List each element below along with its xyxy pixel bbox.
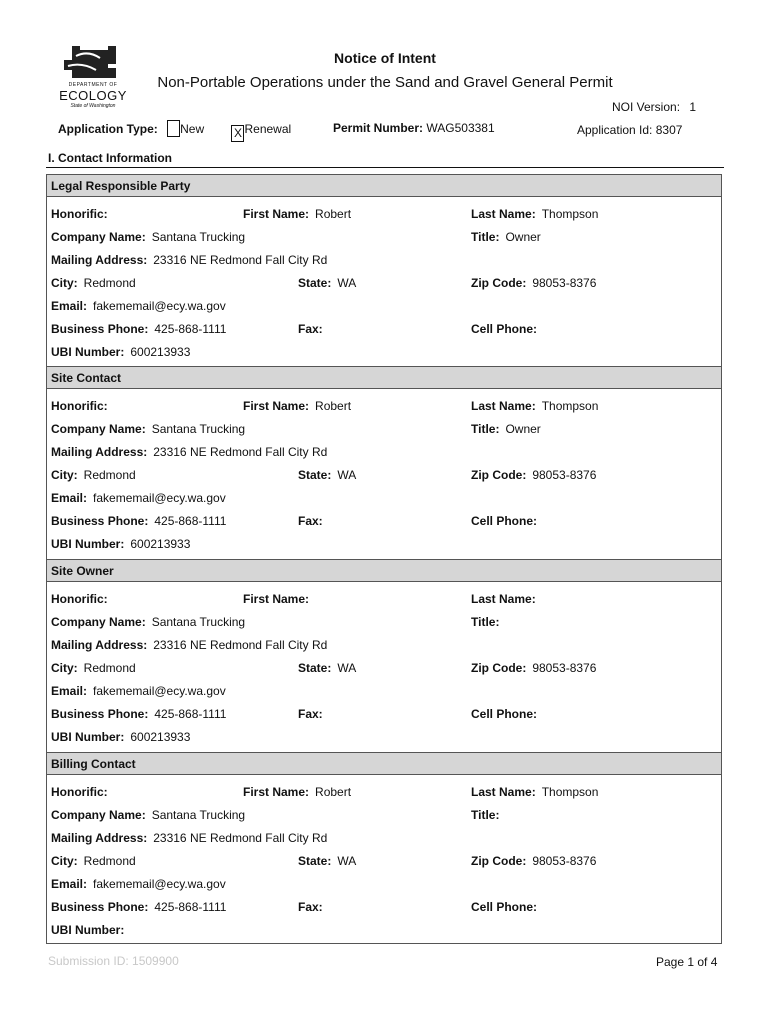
field-label: Mailing Address: [51, 831, 148, 845]
field-first-name [243, 207, 351, 221]
field-city [51, 661, 136, 675]
field-row [47, 592, 721, 615]
field-city [51, 854, 136, 868]
field-value: Redmond [83, 276, 136, 290]
field-label: Fax: [298, 707, 323, 721]
field-last-name [471, 785, 598, 799]
field-value: fakememail@ecy.wa.gov [93, 299, 226, 313]
field-value: 600213933 [130, 537, 191, 551]
field-row [47, 491, 721, 514]
field-row [47, 537, 721, 560]
field-label: Fax: [298, 322, 323, 336]
field-company [51, 615, 245, 629]
field-label: Mailing Address: [51, 445, 148, 459]
field-label: Zip Code: [471, 854, 527, 868]
field-first-name [243, 592, 315, 606]
field-row [47, 253, 721, 276]
field-value: 425-868-1111 [154, 707, 227, 721]
field-value: fakememail@ecy.wa.gov [93, 877, 226, 891]
field-cell [471, 707, 543, 721]
field-label: Cell Phone: [471, 514, 538, 528]
field-zip [471, 854, 596, 868]
field-honorific [51, 207, 114, 221]
field-title [471, 230, 541, 244]
field-email [51, 877, 226, 891]
field-label: State: [298, 468, 332, 482]
field-row [47, 900, 721, 923]
block-title: Site Owner [51, 564, 114, 578]
field-label: Business Phone: [51, 900, 149, 914]
noi-version [612, 100, 696, 114]
field-value: Owner [505, 230, 541, 244]
field-label: Title: [471, 615, 500, 629]
field-fax [298, 900, 329, 914]
field-value: WA [337, 276, 357, 290]
field-value: 425-868-1111 [154, 514, 227, 528]
field-value: Thompson [541, 399, 599, 413]
field-row [47, 661, 721, 684]
application-id [577, 123, 682, 137]
field-row [47, 707, 721, 730]
field-label: UBI Number: [51, 345, 125, 359]
agency-name: ECOLOGY [59, 88, 127, 103]
field-label: Cell Phone: [471, 900, 538, 914]
field-label: Cell Phone: [471, 707, 538, 721]
field-cell [471, 900, 543, 914]
field-label: Last Name: [471, 399, 536, 413]
field-label: Business Phone: [51, 707, 149, 721]
field-honorific [51, 785, 114, 799]
new-option-label: New [180, 122, 205, 136]
contact-block [46, 174, 722, 367]
field-row [47, 785, 721, 808]
field-title [471, 808, 505, 822]
field-value: 98053-8376 [532, 854, 597, 868]
field-label: Company Name: [51, 230, 146, 244]
permit-number-value: WAG503381 [426, 121, 495, 135]
field-last-name [471, 399, 598, 413]
noi-version-label: NOI Version: [612, 100, 681, 114]
field-value: Owner [505, 422, 541, 436]
field-business-phone [51, 322, 226, 336]
field-label: Last Name: [471, 207, 536, 221]
field-row [47, 276, 721, 299]
field-label: UBI Number: [51, 923, 125, 937]
field-row [47, 831, 721, 854]
application-id-value: 8307 [655, 123, 683, 137]
field-label: Cell Phone: [471, 322, 538, 336]
field-value: 98053-8376 [532, 468, 597, 482]
field-value: Thompson [541, 207, 599, 221]
field-value: Robert [315, 785, 352, 799]
field-email [51, 491, 226, 505]
field-zip [471, 276, 596, 290]
field-label: Company Name: [51, 808, 146, 822]
application-id-label: Application Id: [577, 123, 653, 137]
field-business-phone [51, 514, 226, 528]
field-fax [298, 707, 329, 721]
field-ubi [51, 345, 190, 359]
field-value: 600213933 [130, 345, 191, 359]
field-value: Redmond [83, 468, 136, 482]
field-state [298, 468, 356, 482]
field-title [471, 422, 541, 436]
field-label: Honorific: [51, 399, 108, 413]
field-value: 23316 NE Redmond Fall City Rd [153, 638, 328, 652]
page-subtitle: Non-Portable Operations under the Sand and Gravel General Permit [157, 74, 613, 91]
field-label: Company Name: [51, 615, 146, 629]
field-first-name [243, 399, 351, 413]
block-header [47, 174, 721, 197]
field-label: Business Phone: [51, 322, 149, 336]
field-label: First Name: [243, 207, 310, 221]
field-label: Zip Code: [471, 468, 527, 482]
block-title: Site Contact [51, 371, 122, 385]
field-label: State: [298, 661, 332, 675]
field-row [47, 207, 721, 230]
field-value: Santana Trucking [151, 230, 246, 244]
field-business-phone [51, 900, 226, 914]
field-ubi [51, 537, 190, 551]
field-value: fakememail@ecy.wa.gov [93, 684, 226, 698]
field-label: Email: [51, 299, 88, 313]
submission-id: Submission ID: 1509900 [48, 954, 179, 968]
contact-block [46, 559, 722, 752]
field-label: Honorific: [51, 207, 108, 221]
field-value: 23316 NE Redmond Fall City Rd [153, 445, 328, 459]
block-header [47, 366, 721, 389]
field-row [47, 638, 721, 661]
field-business-phone [51, 707, 226, 721]
field-label: Title: [471, 230, 500, 244]
field-city [51, 468, 136, 482]
field-title [471, 615, 505, 629]
field-label: First Name: [243, 399, 310, 413]
field-label: Last Name: [471, 592, 536, 606]
permit-number [333, 121, 495, 135]
field-last-name [471, 592, 542, 606]
field-mailing [51, 445, 327, 459]
field-value: Redmond [83, 854, 136, 868]
field-row [47, 684, 721, 707]
field-value: 98053-8376 [532, 661, 597, 675]
field-label: Title: [471, 422, 500, 436]
field-label: Honorific: [51, 592, 108, 606]
field-row [47, 345, 721, 368]
agency-line: DEPARTMENT OF [68, 82, 118, 88]
field-value: 98053-8376 [532, 276, 597, 290]
field-row [47, 468, 721, 491]
contact-block [46, 366, 722, 559]
field-mailing [51, 253, 327, 267]
field-row [47, 322, 721, 345]
field-value: Santana Trucking [151, 615, 246, 629]
field-label: Zip Code: [471, 661, 527, 675]
application-type [58, 120, 291, 142]
field-label: Mailing Address: [51, 253, 148, 267]
field-label: Fax: [298, 900, 323, 914]
permit-number-label: Permit Number: [333, 121, 424, 135]
page-number: Page 1 of 4 [656, 955, 718, 969]
field-label: Business Phone: [51, 514, 149, 528]
field-label: UBI Number: [51, 537, 125, 551]
field-value: 425-868-1111 [154, 322, 227, 336]
field-label: City: [51, 661, 78, 675]
contact-block [46, 752, 722, 944]
field-label: Fax: [298, 514, 323, 528]
field-mailing [51, 638, 327, 652]
field-value: fakememail@ecy.wa.gov [93, 491, 226, 505]
field-mailing [51, 831, 327, 845]
field-value: 600213933 [130, 730, 191, 744]
field-state [298, 661, 356, 675]
field-honorific [51, 592, 114, 606]
renewal-option-label: Renewal [244, 122, 292, 136]
field-label: Company Name: [51, 422, 146, 436]
field-value: 23316 NE Redmond Fall City Rd [153, 831, 328, 845]
block-title: Billing Contact [51, 757, 136, 771]
field-value: WA [337, 854, 357, 868]
field-zip [471, 661, 596, 675]
field-value: Thompson [541, 785, 599, 799]
field-label: Honorific: [51, 785, 108, 799]
field-label: Email: [51, 491, 88, 505]
field-fax [298, 322, 329, 336]
field-label: First Name: [243, 785, 310, 799]
field-value: Santana Trucking [151, 422, 246, 436]
field-cell [471, 514, 543, 528]
page-title: Notice of Intent [334, 50, 436, 66]
application-type-label: Application Type: [58, 122, 158, 136]
field-label: City: [51, 854, 78, 868]
field-label: Mailing Address: [51, 638, 148, 652]
field-zip [471, 468, 596, 482]
renewal-checkbox[interactable]: X [231, 125, 244, 142]
field-value: Robert [315, 207, 352, 221]
field-label: Email: [51, 877, 88, 891]
field-label: Last Name: [471, 785, 536, 799]
field-honorific [51, 399, 114, 413]
field-row [47, 923, 721, 946]
noi-version-value: 1 [689, 100, 697, 114]
field-first-name [243, 785, 351, 799]
field-company [51, 808, 245, 822]
field-row [47, 422, 721, 445]
field-email [51, 684, 226, 698]
field-value: Redmond [83, 661, 136, 675]
block-title: Legal Responsible Party [51, 179, 191, 193]
field-email [51, 299, 226, 313]
field-state [298, 276, 356, 290]
field-row [47, 230, 721, 253]
field-row [47, 445, 721, 468]
field-label: Title: [471, 808, 500, 822]
field-value: 23316 NE Redmond Fall City Rd [153, 253, 328, 267]
field-value: 425-868-1111 [154, 900, 227, 914]
block-header [47, 559, 721, 582]
field-city [51, 276, 136, 290]
field-row [47, 514, 721, 537]
agency-state: State of Washington [70, 103, 116, 109]
field-label: State: [298, 276, 332, 290]
field-state [298, 854, 356, 868]
field-ubi [51, 730, 190, 744]
field-last-name [471, 207, 598, 221]
field-row [47, 730, 721, 753]
field-row [47, 615, 721, 638]
field-fax [298, 514, 329, 528]
field-value: Robert [315, 399, 352, 413]
field-label: City: [51, 468, 78, 482]
field-row [47, 399, 721, 422]
field-label: State: [298, 854, 332, 868]
block-header [47, 752, 721, 775]
field-row [47, 299, 721, 322]
field-label: UBI Number: [51, 730, 125, 744]
field-company [51, 230, 245, 244]
field-value: Santana Trucking [151, 808, 246, 822]
field-label: Zip Code: [471, 276, 527, 290]
field-label: Email: [51, 684, 88, 698]
field-ubi [51, 923, 130, 937]
new-checkbox[interactable] [167, 120, 180, 137]
section-title: I. Contact Information [48, 151, 172, 165]
field-company [51, 422, 245, 436]
field-row [47, 854, 721, 877]
field-cell [471, 322, 543, 336]
field-value: WA [337, 468, 357, 482]
field-value: WA [337, 661, 357, 675]
field-row [47, 808, 721, 831]
field-row [47, 877, 721, 900]
field-label: First Name: [243, 592, 310, 606]
field-label: City: [51, 276, 78, 290]
section-divider [46, 167, 724, 168]
